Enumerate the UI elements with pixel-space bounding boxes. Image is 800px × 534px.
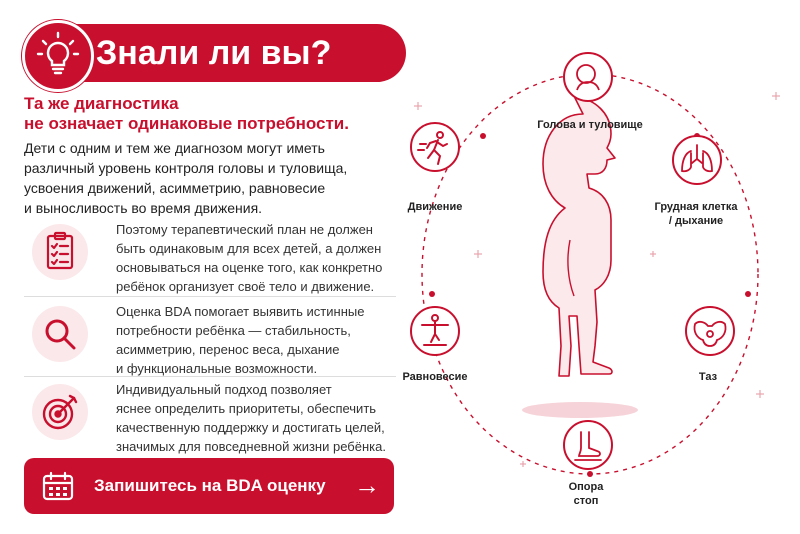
head-node	[563, 52, 613, 102]
subtitle-line: не означает одинаковые потребности.	[24, 114, 349, 133]
point-line: основываться на оценке того, как конкретно	[116, 260, 383, 275]
intro-line: усвоения движений, асимметрию, равновесие	[24, 180, 326, 196]
checklist-icon	[32, 224, 88, 280]
point-line: Индивидуальный подход позволяет	[116, 382, 332, 397]
point-line: Поэтому терапевтический план не должен	[116, 222, 373, 237]
head-label: Голова и туловище	[537, 119, 643, 131]
point-line: и функциональные возможности.	[116, 361, 318, 376]
foot-icon	[563, 420, 613, 470]
chest-label	[647, 200, 745, 228]
feet-label-line: Опора	[568, 481, 604, 493]
running-icon	[410, 122, 460, 172]
point-line: потребности ребёнка — стабильность,	[116, 323, 351, 338]
subtitle	[24, 94, 349, 134]
feet-label	[546, 480, 626, 508]
point-text	[116, 302, 406, 378]
point-line: быть одинаковым для всех детей, а должен	[116, 241, 382, 256]
balance-label: Равновесие	[402, 371, 468, 383]
chest-label-line: Грудная клетка	[654, 201, 738, 213]
feet-label-line: стоп	[573, 495, 599, 507]
movement-label: Движение	[407, 201, 463, 213]
lungs-icon	[672, 135, 722, 185]
calendar-icon	[42, 471, 74, 501]
pelvis-icon	[685, 306, 735, 356]
chest-label-line: / дыхание	[668, 215, 724, 227]
book-assessment-button[interactable]	[24, 458, 394, 514]
point-line: ребёнок организует своё тело и движение.	[116, 279, 375, 294]
point-item	[24, 220, 394, 292]
header	[22, 20, 406, 86]
divider	[24, 376, 396, 377]
intro-line: Дети с одним и тем же диагнозом могут иметь	[24, 140, 325, 156]
divider	[24, 296, 396, 297]
intro-line: и выносливость во время движения.	[24, 200, 263, 216]
point-item	[24, 302, 394, 374]
arrow-right-icon: →	[354, 470, 380, 500]
pelvis-label: Таз	[698, 371, 718, 383]
point-text	[116, 380, 406, 456]
subtitle-line: Та же диагностика	[24, 94, 179, 113]
point-line: значимых для повседневной жизни ребёнка.	[116, 439, 386, 454]
target-icon	[32, 384, 88, 440]
cta-label: Запишитесь на BDA оценку	[94, 476, 326, 495]
intro-line: различный уровень контроля головы и туловища,	[24, 160, 348, 176]
body-diagram	[400, 40, 790, 534]
page-title: Знали ли вы?	[96, 34, 332, 72]
point-line: асимметрию, перенос веса, дыхание	[116, 342, 340, 357]
point-line: Оценка BDA помогает выявить истинные	[116, 304, 365, 319]
point-item	[24, 380, 394, 452]
point-text	[116, 220, 406, 296]
point-line: яснее определить приоритеты, обеспечить	[116, 401, 377, 416]
magnifier-icon	[32, 306, 88, 362]
point-line: качественную поддержку и достигать целей,	[116, 420, 385, 435]
intro-text	[24, 138, 394, 218]
balance-icon	[410, 306, 460, 356]
lightbulb-icon	[22, 20, 94, 92]
